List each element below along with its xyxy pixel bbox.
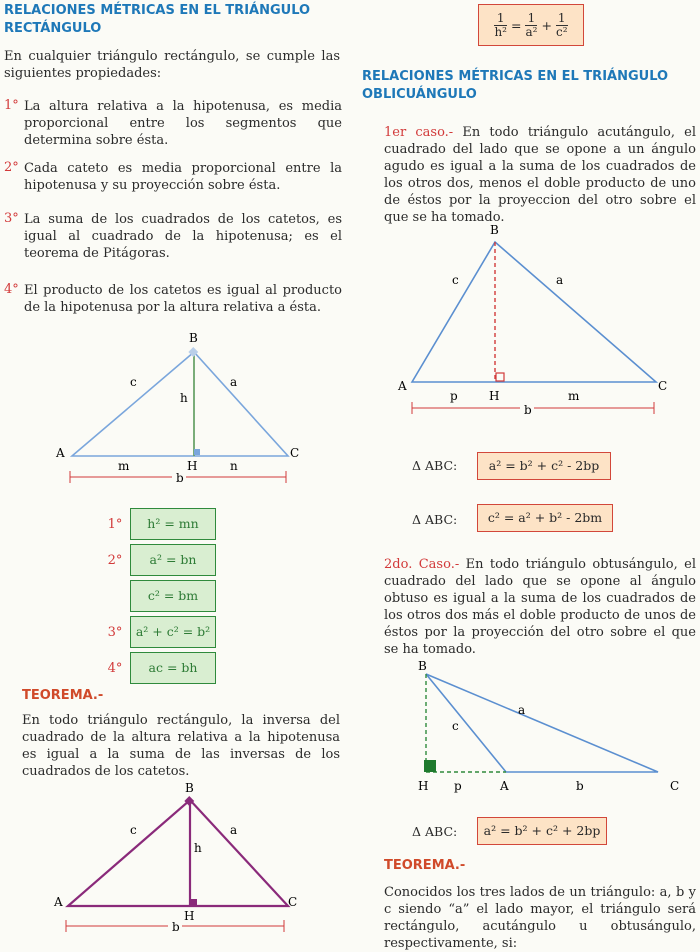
label-c: c	[452, 719, 459, 733]
right-theorem-text: Conocidos los tres lados de un triángulo: a, b y c siendo “a” el lado mayor, el triángulo será rectángulo, acutángulo u obtusángulo, respectivamente, si:	[384, 885, 696, 951]
label-B: B	[418, 659, 427, 673]
case1-label: 1er caso.-	[384, 125, 454, 140]
row-formula: a² = bn	[130, 544, 216, 576]
property-number: 2°	[4, 160, 19, 175]
properties-list	[4, 98, 342, 322]
label-b: b	[524, 403, 532, 417]
plus-sign: +	[541, 17, 552, 33]
property-number: 1°	[4, 98, 19, 113]
row-number: 1°	[107, 516, 123, 532]
case2-label: 2do. Caso.-	[384, 557, 460, 572]
row-formula: h² = mn	[130, 508, 216, 540]
right-theorem-title: TEOREMA.-	[384, 858, 466, 873]
label-b: b	[172, 920, 180, 934]
case2-paragraph	[384, 556, 696, 658]
right-heading-line1: RELACIONES MÉTRICAS EN EL TRIÁNGULO	[362, 69, 669, 84]
equals-sign: =	[510, 17, 522, 33]
left-theorem-title: TEOREMA.-	[22, 688, 104, 703]
label-h: h	[194, 841, 202, 855]
left-heading	[4, 2, 344, 38]
denominator: h²	[494, 24, 507, 39]
case1-text: En todo triángulo acutángulo, el cuadrado del lado que se opone a un ángulo agudo es igual a la suma de los cuadrados de los otros dos, menos el doble producto de uno de éstos por la proyeccion del otro sobre el que se ha tomado.	[384, 125, 697, 225]
label-A: A	[398, 379, 407, 393]
row-formula: a² + c² = b²	[130, 616, 216, 648]
right-heading-line2: OBLICUÁNGULO	[362, 87, 477, 102]
label-m: m	[118, 459, 130, 473]
label-A: A	[56, 446, 65, 460]
label-C: C	[670, 779, 680, 793]
table-row	[100, 616, 240, 648]
label-a: a	[518, 703, 526, 717]
property-number: 3°	[4, 211, 19, 226]
label-B: B	[185, 781, 194, 795]
label-a: a	[230, 375, 238, 389]
abc-label-1: Δ ABC:	[412, 458, 458, 473]
label-A: A	[54, 895, 63, 909]
table-row	[100, 580, 240, 612]
table-row	[100, 544, 240, 576]
table-row	[100, 652, 240, 684]
property-item	[4, 160, 342, 211]
label-m: m	[568, 389, 580, 403]
figure-obtuse-triangle	[410, 656, 690, 796]
triangle-shape	[68, 800, 288, 906]
numerator: 1	[557, 10, 566, 25]
label-B: B	[189, 331, 198, 345]
case1-formula-2: c² = a² + b² - 2bm	[477, 504, 613, 532]
fraction-a	[525, 12, 537, 39]
left-heading-line2: RECTÁNGULO	[4, 21, 102, 36]
label-a: a	[556, 273, 564, 287]
case2-text: En todo triángulo obtusángulo, el cuadrado del lado que se opone al ángulo obtuso es igual a la suma de los cuadrados de los otros dos más el doble producto de unos de éstos por la proyección del otro sobre el que se ha tomado.	[384, 557, 696, 657]
property-text: Cada cateto es media proporcional entre la hipotenusa y su proyección sobre ésta.	[24, 161, 342, 193]
row-number: 4°	[107, 660, 123, 676]
property-text: La suma de los cuadrados de los catetos, es igual al cuadrado de la hipotenusa; es el teorema de Pitágoras.	[24, 212, 342, 261]
denominator: c²	[555, 24, 568, 39]
numerator: 1	[494, 12, 507, 26]
row-formula: ac = bh	[130, 652, 216, 684]
label-c: c	[130, 375, 137, 389]
triangle-shape	[412, 242, 656, 382]
label-c: c	[452, 273, 459, 287]
fraction-h	[494, 12, 507, 39]
denominator: a²	[525, 24, 538, 39]
label-C: C	[288, 895, 298, 909]
inverse-formula-box	[478, 4, 584, 46]
label-p: p	[450, 389, 458, 403]
label-A: A	[500, 779, 509, 793]
property-item	[4, 211, 342, 282]
numerator: 1	[525, 12, 537, 26]
right-heading	[362, 68, 698, 104]
property-text: El producto de los catetos es igual al producto de la hipotenusa por la altura relativa a ésta.	[24, 283, 342, 315]
label-C: C	[290, 446, 300, 460]
row-number: 3°	[107, 624, 123, 640]
case2-formula: a² = b² + c² + 2bp	[477, 817, 607, 845]
label-H: H	[187, 459, 198, 473]
label-C: C	[658, 379, 668, 393]
property-text: La altura relativa a la hipotenusa, es media proporcional entre los segmentos que determina sobre ésta.	[24, 99, 342, 148]
figure-acute-triangle	[392, 218, 682, 418]
formula-table	[100, 508, 240, 684]
figure-right-triangle	[50, 330, 310, 490]
label-h: h	[180, 391, 188, 405]
property-item	[4, 98, 342, 160]
case1-paragraph	[384, 124, 696, 226]
fraction-c	[556, 12, 568, 39]
label-n: n	[230, 459, 238, 473]
label-H: H	[489, 389, 500, 403]
left-theorem-text: En todo triángulo rectángulo, la inversa del cuadrado de la altura relativa a la hipotenusa es igual a la suma de las inversas de los cuadrados de los catetos.	[22, 713, 340, 779]
label-b: b	[576, 779, 584, 793]
row-formula: c² = bm	[130, 580, 216, 612]
left-heading-line1: RELACIONES MÉTRICAS EN EL TRIÁNGULO	[4, 3, 311, 18]
property-number: 4°	[4, 282, 19, 297]
property-item	[4, 282, 342, 322]
label-H: H	[418, 779, 429, 793]
triangle-shape	[426, 674, 658, 772]
abc-label-2: Δ ABC:	[412, 512, 458, 527]
right-angle-mark	[194, 449, 200, 455]
left-intro: En cualquier triángulo rectángulo, se cumple las siguientes propiedades:	[4, 49, 340, 81]
label-p: p	[454, 779, 462, 793]
label-a: a	[230, 823, 238, 837]
figure-theorem-triangle	[50, 778, 310, 938]
right-angle-mark	[424, 760, 436, 772]
label-b: b	[176, 471, 184, 485]
label-B: B	[490, 223, 499, 237]
label-H: H	[184, 909, 195, 923]
label-c: c	[130, 823, 137, 837]
table-row	[100, 508, 240, 540]
right-angle-mark	[191, 899, 197, 905]
abc-label-3: Δ ABC:	[412, 824, 458, 839]
right-angle-mark	[496, 373, 504, 381]
case1-formula-1: a² = b² + c² - 2bp	[477, 452, 611, 480]
row-number: 2°	[107, 552, 123, 568]
